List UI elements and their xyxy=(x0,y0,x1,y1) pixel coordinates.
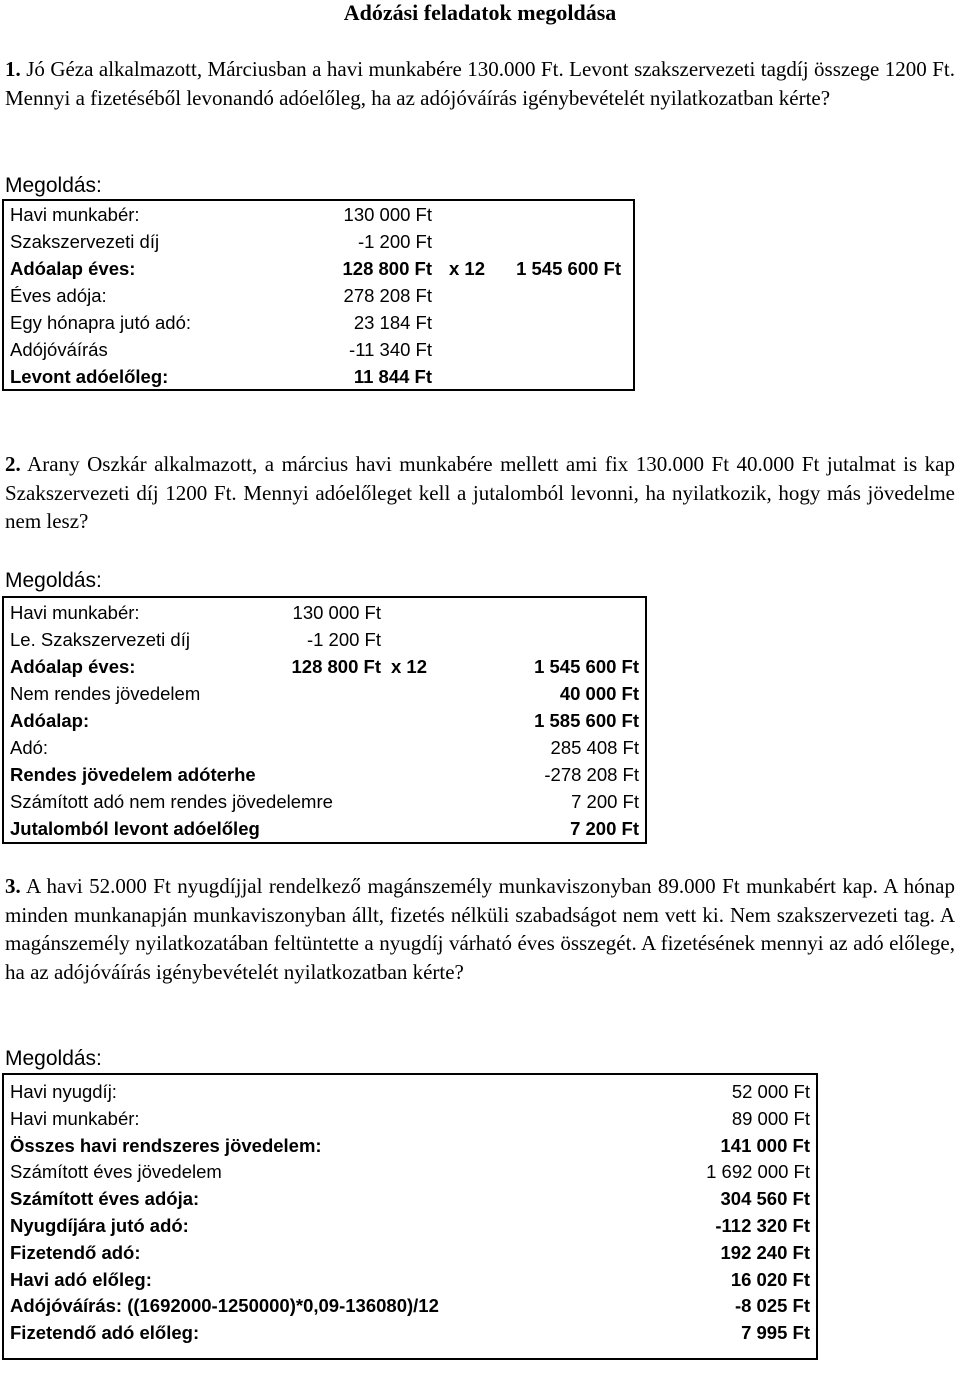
row-label: Havi adó előleg: xyxy=(10,1268,152,1290)
task-2-question xyxy=(5,450,955,536)
table-row xyxy=(10,1105,810,1132)
row-total: 1 585 600 Ft xyxy=(534,710,639,731)
row-total: 16 020 Ft xyxy=(730,1268,810,1290)
row-value: 278 208 Ft xyxy=(343,285,432,306)
table-row xyxy=(10,1239,810,1266)
task-1-solution-table xyxy=(2,199,635,391)
table-row xyxy=(10,1158,810,1185)
task-3-solution-table xyxy=(2,1073,818,1360)
row-total: -8 025 Ft xyxy=(734,1295,810,1317)
task-2-number: 2. xyxy=(5,452,21,476)
row-multiplier: x 12 xyxy=(391,656,428,677)
table-row xyxy=(10,1319,810,1346)
task-1-text: Jó Géza alkalmazott, Márciusban a havi munkabére 130.000 Ft. Levont szakszervezeti tagdíj összege 1200 Ft. Mennyi a fizetéséből levonandó adóelőleg, ha az adójóváírás igénybevételét nyilatkozatban kérte? xyxy=(5,57,955,110)
row-value: -11 340 Ft xyxy=(349,339,432,360)
row-label: Fizetendő adó előleg: xyxy=(10,1322,200,1344)
table-row xyxy=(10,653,639,680)
task-1-question xyxy=(5,55,955,112)
table-row xyxy=(10,309,627,336)
row-label: Havi munkabér: xyxy=(10,1107,140,1129)
table-row xyxy=(10,815,639,842)
row-total: 1 545 600 Ft xyxy=(516,258,621,279)
row-total: 285 408 Ft xyxy=(550,737,639,758)
table-row xyxy=(10,761,639,788)
task-1-solution-label: Megoldás: xyxy=(5,174,102,197)
task-2-solution-label: Megoldás: xyxy=(5,569,102,592)
row-label: Adójóváírás xyxy=(10,339,108,360)
task-2-text: Arany Oszkár alkalmazott, a március havi munkabére mellett ami fix 130.000 Ft 40.000 Ft jutalmat is kap Szakszervezeti díj 1200 Ft. Mennyi adóelőleget kell a jutalomból levonni, ha nyilatkozik, hogy más jövedelme nem lesz? xyxy=(5,452,956,533)
row-total: 192 240 Ft xyxy=(720,1241,810,1263)
table-row xyxy=(10,363,627,390)
task-3-solution-label: Megoldás: xyxy=(5,1047,102,1070)
row-value: 128 800 Ft xyxy=(342,258,432,279)
table-row xyxy=(10,1292,810,1319)
page-title: Adózási feladatok megoldása xyxy=(343,0,617,25)
row-label: Adóalap éves: xyxy=(10,656,136,677)
row-total: 40 000 Ft xyxy=(559,683,639,704)
row-total: 1 692 000 Ft xyxy=(706,1161,810,1183)
table-row xyxy=(10,1212,810,1239)
row-label: Összes havi rendszeres jövedelem: xyxy=(10,1134,322,1156)
table-row xyxy=(10,626,639,653)
row-label: Nyugdíjára jutó adó: xyxy=(10,1215,189,1236)
table-row xyxy=(10,1185,810,1212)
table-row xyxy=(10,255,627,282)
task-3-text: A havi 52.000 Ft nyugdíjjal rendelkező magánszemély munkaviszonyban 89.000 Ft munkabért kap. A hónap minden munkanapján munkaviszonyban állt, fizetés nélküli szabadságot nem vett ki. Nem szakszervezeti tag. A magánszemély nyilatkozatában feltüntette a nyugdíj várható éves összegét. A fizetésének mennyi az adó előlege, ha az adójóváírás igénybevételét nyilatkozatban kérte? xyxy=(5,874,955,984)
row-label: Jutalomból levont adóelőleg xyxy=(10,818,260,839)
task-3-question xyxy=(5,872,955,986)
row-label: Fizetendő adó: xyxy=(10,1241,141,1263)
row-label: Adóalap: xyxy=(10,710,90,731)
row-value: 23 184 Ft xyxy=(353,312,432,333)
row-label: Számított éves jövedelem xyxy=(10,1161,222,1183)
table-row xyxy=(10,336,627,363)
table-row xyxy=(10,680,639,707)
row-label: Szakszervezeti díj xyxy=(10,231,160,252)
table-row xyxy=(10,201,627,228)
row-total: 7 995 Ft xyxy=(741,1322,810,1344)
row-label: Le. Szakszervezeti díj xyxy=(10,629,190,650)
row-label: Rendes jövedelem adóterhe xyxy=(10,764,256,785)
row-total: 7 200 Ft xyxy=(571,791,639,812)
row-total: 304 560 Ft xyxy=(720,1188,810,1210)
table-row xyxy=(10,1132,810,1159)
table-row xyxy=(10,282,627,309)
row-label: Egy hónapra jutó adó: xyxy=(10,312,192,333)
row-label: Adójóváírás: ((1692000-1250000)*0,09-136080)/12 xyxy=(10,1295,439,1317)
table-row xyxy=(10,1078,810,1105)
row-total: -278 208 Ft xyxy=(544,764,639,785)
row-total: -112 320 Ft xyxy=(715,1215,810,1236)
row-label: Levont adóelőleg: xyxy=(10,366,169,387)
task-1-number: 1. xyxy=(5,57,21,81)
row-label: Számított adó nem rendes jövedelemre xyxy=(10,791,333,812)
row-label: Havi munkabér: xyxy=(10,204,140,225)
table-row xyxy=(10,788,639,815)
row-label: Havi munkabér: xyxy=(10,602,140,623)
row-total: 7 200 Ft xyxy=(570,818,639,839)
row-label: Adó: xyxy=(10,737,49,758)
row-value: 128 800 Ft xyxy=(291,656,381,677)
table-row xyxy=(10,599,639,626)
task-3-number: 3. xyxy=(5,874,21,898)
row-label: Számított éves adója: xyxy=(10,1188,200,1210)
row-total: 52 000 Ft xyxy=(731,1081,810,1102)
table-row xyxy=(10,228,627,255)
row-value: -1 200 Ft xyxy=(306,629,381,650)
row-label: Nem rendes jövedelem xyxy=(10,683,201,704)
row-value: 130 000 Ft xyxy=(343,204,432,225)
table-row xyxy=(10,1266,810,1293)
row-total: 89 000 Ft xyxy=(731,1107,810,1129)
row-label: Havi nyugdíj: xyxy=(10,1081,117,1102)
row-multiplier: x 12 xyxy=(449,258,486,279)
row-value: -1 200 Ft xyxy=(357,231,432,252)
task-2-solution-table xyxy=(2,596,647,844)
row-value: 130 000 Ft xyxy=(292,602,381,623)
row-label: Adóalap éves: xyxy=(10,258,136,279)
table-row xyxy=(10,734,639,761)
row-label: Éves adója: xyxy=(10,285,107,306)
row-total: 141 000 Ft xyxy=(720,1134,810,1156)
row-total: 1 545 600 Ft xyxy=(534,656,639,677)
table-row xyxy=(10,707,639,734)
row-value: 11 844 Ft xyxy=(353,366,432,387)
